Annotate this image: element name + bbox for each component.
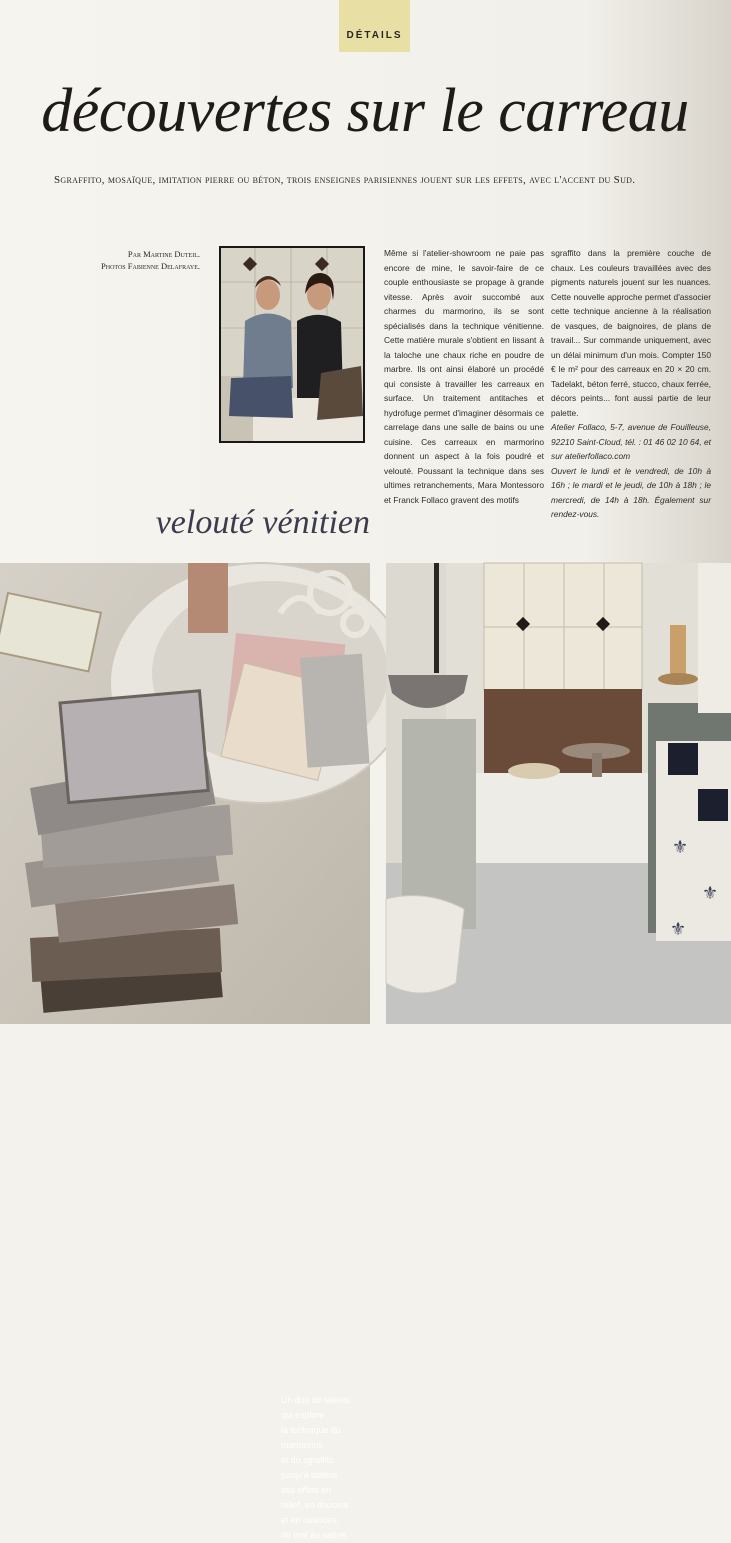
caption-line: marmorino	[281, 1440, 324, 1450]
showroom-illustration	[386, 563, 731, 1024]
caption-line: jusqu'à obtenir	[281, 1470, 338, 1480]
svg-text:⚜: ⚜	[670, 919, 687, 940]
caption-line: des effets en	[281, 1485, 332, 1495]
article-title: découvertes sur le carreau	[41, 77, 689, 145]
caption-line: la technique du	[281, 1425, 341, 1435]
body-column-2	[551, 246, 711, 522]
section-title: velouté vénitien	[155, 504, 370, 541]
caption-line: Un duo de talents	[281, 1395, 350, 1405]
svg-text:⚜: ⚜	[702, 883, 719, 904]
author-credit: Par Martine Duteil.	[127, 249, 200, 259]
address-info: Atelier Follaco, 5-7, avenue de Fouilleuse, 92210 Saint-Cloud, tél. : 01 46 02 10 64, et sur atelierfollaco.com	[551, 422, 711, 461]
body-paragraph: Même si l'atelier-showroom ne paie pas encore de mine, le savoir-faire de ce couple enthousiaste se propage à grande vitesse. Après avoir succombé aux charmes du marmorino, ils se sont spécialisés dans la technique vénitienne. Cette matière murale s'obtient en lissant à la taloche une chaux riche en poudre de marbre. Ils ont ainsi élaboré un procédé qui consiste à travailler les carreaux en surface. Un traitement antitaches et hydrofuge permet d'imaginer désormais ce carrelage dans une salle de bains ou une cuisine. Ces carreaux en marmorino donnent un aspect à la fois poudré et velouté. Poussant la technique dans ses ultimes retranchements, Mara Montessoro et Franck Follaco gravent des motifs	[384, 248, 544, 505]
caption-line: qui explore	[281, 1410, 325, 1420]
section-tag: DÉTAILS	[346, 30, 403, 41]
svg-text:⚜: ⚜	[672, 837, 689, 858]
photo-caption	[281, 1393, 371, 1543]
body-paragraph-continued: sgraffito dans la première couche de chaux. Les couleurs travaillées avec des pigments naturels jouent sur les nuances. Cette nouvelle approche permet d'associer cette technique ancienne à la réalisation de vasques, de baignoires, de plans de travail... Sur commande uniquement, avec un délai minimum d'un mois. Compter 150 € le m² pour des carreaux en 20 × 20 cm. Tadelakt, béton ferré, stucco, chaux ferrée, décors peints... font aussi partie de leur palette.	[551, 248, 711, 418]
tiles-stack-illustration	[0, 563, 370, 1024]
caption-line: relief, en douceur	[281, 1500, 349, 1510]
credits	[54, 248, 200, 272]
portrait-illustration	[221, 248, 363, 441]
section-tag-box	[339, 0, 410, 52]
caption-line: et en nuances,	[281, 1515, 339, 1525]
body-column-1	[384, 246, 544, 507]
photo-credit: Photos Fabienne Delafraye.	[101, 261, 200, 271]
caption-line: et du sgraffito	[281, 1455, 335, 1465]
tiles-photo-left	[0, 563, 370, 1540]
showroom-photo-right	[386, 563, 731, 1024]
caption-line: du mat au satiné.	[281, 1530, 349, 1540]
portrait-photo	[219, 246, 365, 443]
opening-hours: Ouvert le lundi et le vendredi, de 10h à 16h ; le mardi et le jeudi, de 10h à 18h ; le mercredi, de 14h à 18h. Également sur rendez-vous.	[551, 465, 711, 519]
article-subtitle: Sgraffito, mosaïque, imitation pierre ou béton, trois enseignes parisiennes jouent sur les effets, avec l'accent du Sud.	[54, 174, 636, 186]
